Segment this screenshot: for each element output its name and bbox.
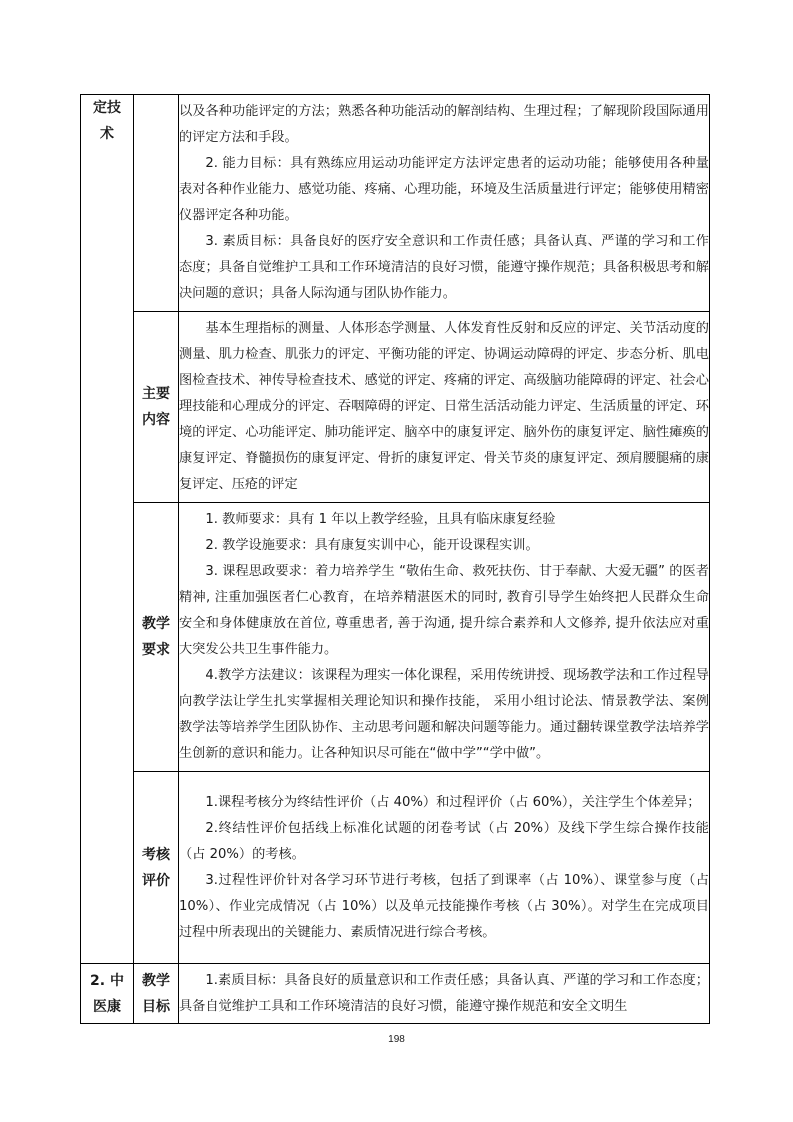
paragraph: 基本生理指标的测量、人体形态学测量、人体发育性反射和反应的评定、关节活动度的测量、肌力检查、肌张力的评定、平衡功能的评定、协调运动障碍的评定、步态分析、肌电图检查技术、神传导检查技术、感觉的评定、疼痛的评定、高级脑功能障碍的评定、社会心理技能和心理成分的评定、吞咽障碍的评定、日常生活活动能力评定、生活质量的评定、环境的评定、心功能评定、肺功能评定、脑卒中的康复评定、脑外伤的康复评定、脑性瘫痪的康复评定、脊髓损伤的康复评定、骨折的康复评定、骨关节炎的康复评定、颈肩腰腿痛的康复评定、压疮的评定: [179, 321, 709, 492]
item-label-line: 内容: [142, 412, 170, 428]
item-label-cell: [134, 95, 179, 312]
item-label-line: 评价: [142, 872, 170, 889]
paragraph: 1. 教师要求：具有 1 年以上教学经验，且具有临床康复经验: [205, 512, 556, 527]
row-teaching-objectives-cont: [81, 95, 710, 312]
item-label-line: 考核: [142, 846, 170, 863]
course-category-line: 定技: [93, 100, 121, 116]
paragraph: 4.教学方法建议：该课程为理实一体化课程，采用传统讲授、现场教学法和工作过程导向教学法让学生扎实掌握相关理论知识和操作技能， 采用小组讨论法、情景教学法、案例教学法等培养学生团队协作、主动思考问题和解决问题等能力。通过翻转课堂教学法培养学生创新的意识和能力。让各种知识尽可能在“做中学”“学中做”。: [179, 668, 709, 761]
item-label-line: 教学: [142, 972, 170, 989]
item-label-cell: [134, 964, 179, 1024]
row-main-content: [81, 312, 710, 503]
item-label-line: 目标: [142, 998, 170, 1015]
assessment-content-cell: [179, 772, 710, 964]
course-category-cell: [81, 964, 134, 1024]
item-label-cell: [134, 503, 179, 772]
course-category-line: 2. 中: [90, 972, 124, 989]
main-content-cell: [179, 312, 710, 503]
objectives-content-cell: [179, 95, 710, 312]
course-category-line: 医康: [93, 998, 121, 1015]
course-table: [80, 94, 710, 1024]
paragraph: 3. 课程思政要求：着力培养学生 “敬佑生命、救死扶伤、甘于奉献、大爱无疆” 的医者精神, 注重加强医者仁心教育，在培养精湛医术的同时, 教育引导学生始终把人民群众生命安全和身体健康放在首位, 尊重患者, 善于沟通, 提升综合素养和人文修养, 提升依法应对重大突发公共卫生事件能力。: [179, 564, 709, 657]
paragraph: 3.过程性评价针对各学习环节进行考核，包括了到课率（占 10%）、课堂参与度（占 10%）、作业完成情况（占 10%）以及单元技能操作考核（占 30%）。对学生在完成项目过程中所表现出的关键能力、素质情况进行综合考核。: [179, 872, 709, 940]
paragraph: 2.终结性评价包括线上标准化试题的闭卷考试（占 20%）及线下学生综合操作技能（占 20%）的考核。: [179, 820, 709, 862]
paragraph: 2. 能力目标：具有熟练应用运动功能评定方法评定患者的运动功能；能够使用各种量表对各种作业能力、感觉功能、疼痛、心理功能，环境及生活质量进行评定；能够使用精密仪器评定各种功能。: [179, 156, 709, 223]
item-label-line: 教学: [142, 616, 170, 632]
row-assessment: [81, 772, 710, 964]
paragraph: 1.课程考核分为终结性评价（占 40%）和过程评价（占 60%），关注学生个体差异；: [205, 794, 701, 810]
course-category-cell: [81, 95, 134, 964]
paragraph: 3. 素质目标：具备良好的医疗安全意识和工作责任感；具备认真、严谨的学习和工作态度；具备自觉维护工具和工作环境清洁的良好习惯，能遵守操作规范；具备积极思考和解决问题的意识；具备人际沟通与团队协作能力。: [179, 234, 709, 301]
requirements-content-cell: [179, 503, 710, 772]
item-label-cell: [134, 312, 179, 503]
row-tcm-teaching-objectives: [81, 964, 710, 1024]
item-label-line: 要求: [142, 642, 170, 658]
tcm-objectives-content-cell: [179, 964, 710, 1024]
row-teaching-requirements: [81, 503, 710, 772]
item-label-line: 主要: [142, 386, 170, 402]
paragraph: 1.素质目标：具备良好的质量意识和工作责任感；具备认真、严谨的学习和工作态度；具备自觉维护工具和工作环境清洁的良好习惯，能遵守操作规范和安全文明生: [179, 972, 709, 1014]
course-category-line: 术: [100, 126, 114, 142]
page-number: 198: [388, 1034, 405, 1045]
item-label-cell: [134, 772, 179, 964]
paragraph: 2. 教学设施要求：具有康复实训中心，能开设课程实训。: [205, 538, 539, 553]
paragraph: 以及各种功能评定的方法；熟悉各种功能活动的解剖结构、生理过程；了解现阶段国际通用的评定方法和手段。: [179, 104, 709, 145]
